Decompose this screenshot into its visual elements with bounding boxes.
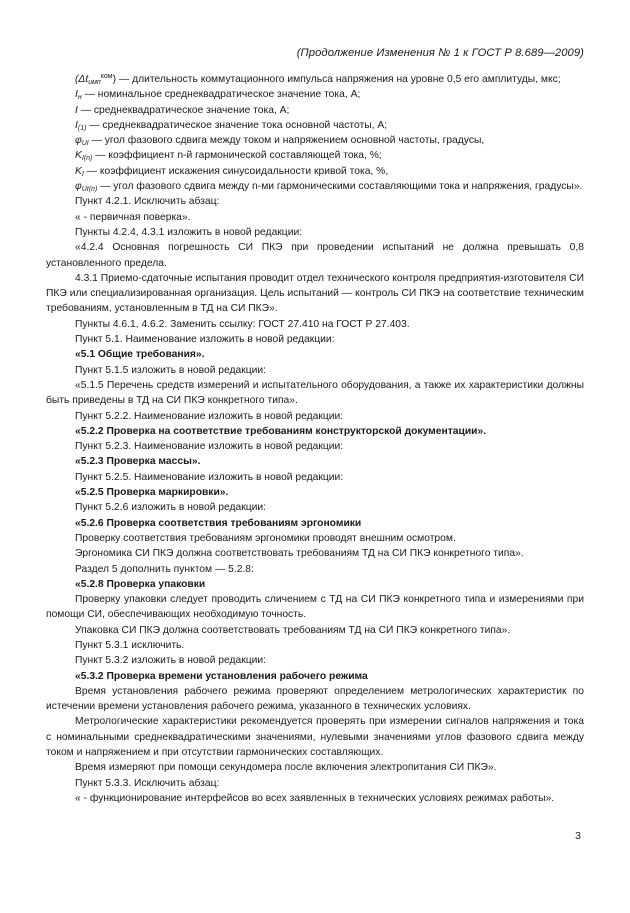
- paragraph: Пункт 4.2.1. Исключить абзац:: [75, 196, 220, 208]
- paragraph: Пункт 5.2.2. Наименование изложить в новой редакции:: [75, 410, 344, 422]
- definition-line: [46, 133, 584, 148]
- paragraph: Упаковка СИ ПКЭ должна соответствовать требованиям ТД на СИ ПКЭ конкретного типа».: [75, 624, 511, 636]
- running-header: (Продолжение Изменения № 1 к ГОСТ Р 8.689—2009): [296, 47, 584, 59]
- definition-line: [46, 118, 584, 133]
- paragraph: Время измеряют при помощи секундомера после включения электропитания СИ ПКЭ».: [75, 762, 497, 774]
- definition-line: [46, 103, 584, 118]
- symbol-subscript: UI: [81, 140, 89, 148]
- definition-text: — угол фазового сдвига между током и напряжением основной частоты, градусы,: [88, 135, 485, 147]
- paragraph: « - первичная поверка».: [75, 211, 191, 223]
- paragraph: « - функционирование интерфейсов во всех заявленных в технических условиях режимах работы».: [75, 792, 555, 804]
- symbol-subscript: имп: [88, 79, 101, 86]
- paragraph: «4.2.4 Основная погрешность СИ ПКЭ при проведении испытаний не должна превышать 0,8 установленного предела.: [46, 242, 584, 269]
- paragraph: 4.3.1 Приемо-сдаточные испытания проводит отдел технического контроля предприятия-изготовителя СИ ПКЭ или специализированная организация. Цель испытаний — контроль СИ ПКЭ на соответствие техническим требованиям, установленным в ТД на СИ ПКЭ».: [46, 272, 584, 315]
- definition-text: — среднеквадратическое значение тока основной частоты, А;: [86, 119, 388, 131]
- section-heading: «5.2.6 Проверка соответствия требованиям эргономики: [75, 517, 362, 529]
- paragraph: Пункт 5.2.6 изложить в новой редакции:: [75, 502, 267, 514]
- paragraph: Проверку соответствия требованиям эргономики проводят внешним осмотром.: [75, 532, 456, 544]
- symbol-subscript: UI(n): [81, 186, 98, 194]
- section-heading: «5.2.2 Проверка на соответствие требованиям конструкторской документации».: [75, 425, 487, 437]
- symbol-subscript: (1): [77, 124, 87, 132]
- definition-text: — номинальное среднеквадратическое значение тока, А;: [81, 89, 361, 101]
- definition-line: [46, 164, 584, 179]
- paragraph: Пункт 5.3.1 исключить.: [75, 639, 185, 651]
- definition-line: [46, 87, 584, 102]
- definition-text: — коэффициент искажения синусоидальности кривой тока, %,: [83, 165, 389, 177]
- paragraph: Пункт 5.1.5 изложить в новой редакции:: [75, 364, 267, 376]
- paragraph: Пункт 5.1. Наименование изложить в новой редакции:: [75, 334, 335, 346]
- paragraph: Пункты 4.6.1, 4.6.2. Заменить ссылку: ГОСТ 27.410 на ГОСТ Р 27.403.: [75, 318, 410, 330]
- definition-line: [46, 148, 584, 163]
- definition-symbol: φ: [75, 135, 82, 147]
- section-heading: «5.2.3 Проверка массы».: [75, 456, 201, 468]
- paragraph: «5.1.5 Перечень средств измерений и испытательного оборудования, а также их характеристики должны быть приведены в ТД на СИ ПКЭ конкретного типа».: [46, 379, 584, 407]
- symbol-subscript: I(n): [81, 155, 93, 163]
- definition-symbol: I: [75, 119, 78, 131]
- paragraph: Раздел 5 дополнить пунктом — 5.2.8:: [75, 563, 254, 575]
- paragraph: Проверку упаковки следует проводить сличением с ТД на СИ ПКЭ конкретного типа и измерениями при помощи СИ, обеспечивающих необходимую точность.: [46, 594, 584, 621]
- definition-text: — угол фазового сдвига между n-ми гармоническими составляющими тока и напряжения, градусы».: [97, 181, 583, 193]
- definition-symbol: K: [75, 165, 82, 177]
- paragraph: Пункт 5.2.3. Наименование изложить в новой редакции:: [75, 441, 344, 453]
- section-heading: «5.3.2 Проверка времени установления рабочего режима: [75, 670, 368, 682]
- definition-symbol: I: [75, 89, 78, 101]
- paragraph: Пункты 4.2.4, 4.3.1 изложить в новой редакции:: [75, 226, 303, 238]
- definition-symbol: I: [75, 104, 78, 116]
- definition-symbol: (Δt: [75, 74, 89, 85]
- section-heading: «5.2.8 Проверка упаковки: [75, 578, 206, 590]
- definition-symbol: φ: [75, 181, 82, 193]
- paragraph: Пункт 5.2.5. Наименование изложить в новой редакции:: [75, 471, 344, 483]
- definition-text: — длительность коммутационного импульса напряжения на уровне 0,5 его амплитуды, мкс;: [116, 74, 561, 85]
- symbol-closing: ): [112, 74, 117, 85]
- page-number: 3: [575, 830, 581, 842]
- definition-text: — коэффициент n-й гармонической составляющей тока, %;: [92, 150, 382, 162]
- definition-line: [46, 72, 584, 87]
- symbol-subscript: н: [77, 94, 82, 102]
- paragraph: Время установления рабочего режима проверяют определением метрологических характеристик по истечении времени установления рабочего режима, указанного в технических условиях.: [46, 685, 584, 713]
- paragraph: Пункт 5.3.2 изложить в новой редакции:: [75, 655, 267, 667]
- definition-symbol: K: [75, 150, 82, 162]
- paragraph: Эргономика СИ ПКЭ должна соответствовать требованиям ТД на СИ ПКЭ конкретного типа».: [75, 548, 524, 560]
- symbol-superscript: ком: [100, 73, 113, 80]
- paragraph: Метрологические характеристики рекомендуется проверять при измерении сигналов напряжения и тока с номинальными среднеквадратическими значениями, нулевыми значениями углов фазового сдвига между током и напряжением и при отсутствии гармонических составляющих.: [46, 716, 584, 759]
- symbol-subscript: I: [81, 170, 84, 178]
- body-text: [46, 72, 584, 806]
- paragraph: Пункт 5.3.3. Исключить абзац:: [75, 777, 220, 789]
- definition-text: — среднеквадратическое значение тока, А;: [77, 104, 290, 116]
- definition-line: [46, 179, 584, 194]
- section-heading: «5.1 Общие требования».: [75, 349, 205, 361]
- section-heading: «5.2.5 Проверка маркировки».: [75, 487, 229, 499]
